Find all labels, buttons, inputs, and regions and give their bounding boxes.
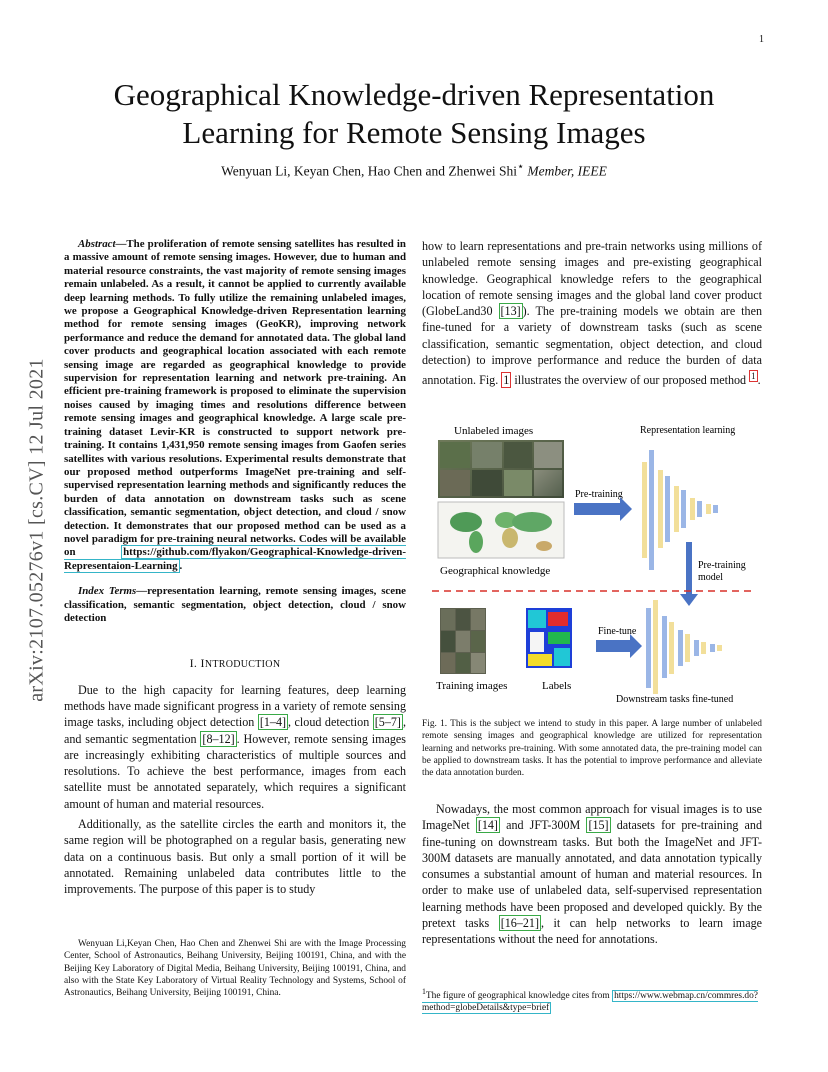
rp1-e: .	[757, 373, 761, 388]
paper-title	[64, 76, 764, 152]
figure-ref[interactable]: 1	[503, 373, 510, 388]
index-terms-text: —representation learning, remote sensing images, scene classification, semantic segmentation, object detection, cloud / snow detection	[64, 585, 406, 624]
right-paragraph-1	[422, 238, 762, 389]
unlabeled-image-mosaic	[438, 440, 564, 498]
label-training-images: Training images	[436, 680, 508, 692]
intro-text-a: Due to the high capacity for learning features, deep learning methods have made significant progress in a variety of remote sensing image tasks, including object detection	[64, 682, 406, 730]
figure-1-diagram	[428, 418, 768, 710]
citation[interactable]: [14]	[477, 818, 498, 833]
pre-training-arrow	[574, 497, 632, 521]
footnote-text: The figure of geographical knowledge cites from	[425, 991, 613, 1002]
section-first-letter: I	[200, 656, 205, 671]
right-paragraph-2	[422, 801, 762, 948]
authors: Wenyuan Li, Keyan Chen, Hao Chen and Zhenwei Shi	[221, 163, 517, 179]
abstract	[64, 238, 406, 573]
citation[interactable]: [8–12]	[202, 731, 235, 746]
footnote-mark: 1	[422, 987, 426, 996]
citation[interactable]: [13]	[500, 304, 521, 319]
abstract-label: Abstract	[78, 238, 116, 250]
title-line-2: Learning for Remote Sensing Images	[182, 115, 646, 150]
author-line	[64, 160, 764, 180]
right-column-bottom	[422, 801, 762, 948]
label-geographical-knowledge: Geographical knowledge	[440, 565, 551, 577]
label-representation-learning: Representation learning	[640, 425, 736, 436]
footnote-ref[interactable]: 1	[751, 371, 756, 382]
author-mark: ⋆	[516, 161, 525, 173]
fine-tune-arrow	[596, 634, 642, 658]
label-labels: Labels	[542, 680, 572, 692]
title-line-1: Geographical Knowledge-driven Representation	[113, 77, 715, 112]
right-column-top	[422, 238, 762, 389]
rp1-d: illustrates the overview of our proposed method	[511, 373, 750, 388]
section-heading	[64, 655, 406, 673]
figure-caption: Fig. 1. This is the subject we intend to study in this paper. A large number of unlabeled remote sensing images and geographical knowledge are utilized for representation learning and networks pre-training. With some annotated data, the pre-training model can be applied to downstream tasks. It has the potential to improve performance and alleviate the data annotation burden.	[422, 719, 762, 779]
page-number: 1	[759, 34, 764, 45]
section-number: I.	[189, 656, 201, 671]
training-images	[440, 608, 486, 674]
intro-text-c: , and semantic segmentation	[64, 715, 406, 746]
citation[interactable]: [5–7]	[374, 715, 401, 730]
intro-text-d: . However, remote sensing images are increasingly exhibiting characteristics of multiple sources and resolutions. To achieve the best performance, images from each satellite must be annotated separately, which requires a significant amount of human and material resources.	[64, 731, 406, 811]
pre-training-model-arrow	[680, 542, 698, 606]
label-unlabeled-images: Unlabeled images	[454, 425, 534, 437]
representation-bars	[642, 450, 718, 570]
author-member: Member, IEEE	[527, 163, 607, 179]
citation[interactable]: [15]	[588, 818, 609, 833]
world-map-image	[438, 502, 564, 558]
labels-image	[526, 608, 572, 668]
arxiv-id: arXiv:2107.05276v1 [cs.CV] 12 Jul 2021	[25, 358, 48, 702]
label-downstream: Downstream tasks fine-tuned	[616, 694, 734, 705]
code-link[interactable]: https://github.com/flyakon/Geographical-Knowledge-driven-Representaion-Learning	[64, 546, 406, 572]
rp2-d: , it can help networks to learn image representations without the need for annotations.	[422, 916, 762, 947]
index-terms-label: Index Terms	[78, 585, 137, 598]
intro-text-b: , cloud detection	[288, 715, 373, 730]
rp2-b: and JFT-300M	[499, 818, 587, 833]
rp1-b: ). The pre-training models we obtain are then fine-tuned for a variety of downstream tasks (such as scene classification, semantic segmentation, object detection, and cloud detection) to improve performance and reduce the burden of data annotation. Fig.	[422, 304, 762, 388]
label-pre-training: Pre-training	[575, 489, 623, 500]
arxiv-sidebar	[22, 300, 52, 760]
citation[interactable]: [16–21]	[500, 916, 539, 931]
left-column	[64, 238, 406, 898]
affiliation-footnote: Wenyuan Li,Keyan Chen, Hao Chen and Zhenwei Shi are with the Image Processing Center, School of Astronautics, Beihang University, Beijing 100191, China, and with the Beijing Key Laboratory of Digital Media, Beihang University, Beijing 100191, China, and also with the State Key Laboratory of Virtual Reality Technology and Systems, School of Astronautics, Beihang University, Beijing 100191, China.	[64, 939, 406, 999]
footnote-figure-source	[422, 986, 762, 1015]
label-fine-tune: Fine-tune	[598, 626, 637, 637]
intro-paragraph-2: Additionally, as the satellite circles the earth and monitors it, the same region will be photographed on a regular basis, generating new data on a continuous basis. But only a small portion of it will be annotated. Remaining unlabeled data contributes little to the improvements. The purpose of this paper is to study	[64, 817, 406, 897]
downstream-bars	[646, 600, 722, 694]
section-rest: NTRODUCTION	[204, 659, 281, 671]
rp2-a: Nowadays, the most common approach for visual images is to use ImageNet	[422, 802, 762, 833]
label-pre-training-model-1: Pre-training	[698, 560, 746, 571]
rp1-a: how to learn representations and pre-train networks using millions of unlabeled remote sensing images and pre-existing geographical knowledge. Geographical knowledge refers to the geographical location of remote sensing images and the global land cover product (GlobeLand30	[422, 239, 762, 319]
figure-1	[428, 418, 768, 710]
footnote-link[interactable]: https://www.webmap.cn/commres.do?method=globeDetails&type=brief	[422, 991, 758, 1014]
label-pre-training-model-2: model	[698, 572, 723, 583]
abstract-end: .	[179, 559, 183, 572]
intro-paragraph-1	[64, 682, 406, 812]
citation[interactable]: [1–4]	[259, 715, 287, 730]
abstract-text: —The proliferation of remote sensing satellites has resulted in a massive amount of remote sensing images. However, due to human and material resource constraints, the vast majority of remote sensing images remain unlabeled. As a result, it cannot be applied to currently available deep learning methods. To fully utilize the remaining unlabeled images, we propose a Geographical Knowledge-driven Representation learning method for remote sensing images (GeoKR), improving network performance and reduce the demand for annotated data. The global land cover products and geographical location associated with each remote sensing image are regarded as geographical knowledge to provide supervision for representation learning and network pre-training. An efficient pre-training framework is proposed to eliminate the supervision noises caused by imaging times and resolutions difference between remote sensing images and geographical knowledge. A large scale pre-training dataset Levir-KR is constructed to support network pre-training. It contains 1,431,950 remote sensing images from Gaofen series satellites with various resolutions. Experimental results demonstrate that our proposed method outperforms ImageNet pre-training and self-supervised representation learning methods and significantly reduces the burden of data annotation on downstream tasks such as scene classification, semantic segmentation, object detection, and cloud / snow detection. It demonstrates that our proposed method can be used as a novel paradigm for pre-training neural networks. Codes will be available on	[64, 238, 406, 559]
index-terms	[64, 585, 406, 625]
rp2-c: datasets for pre-training and fine-tuning on downstream tasks. But both the ImageNet and JFT-300M datasets are manually annotated, and data annotation typically consumes a substantial amount of human and material resources. In order to make use of unlabeled data, self-supervised representation learning methods have been proposed and developed quickly. By the pretext tasks	[422, 818, 763, 931]
